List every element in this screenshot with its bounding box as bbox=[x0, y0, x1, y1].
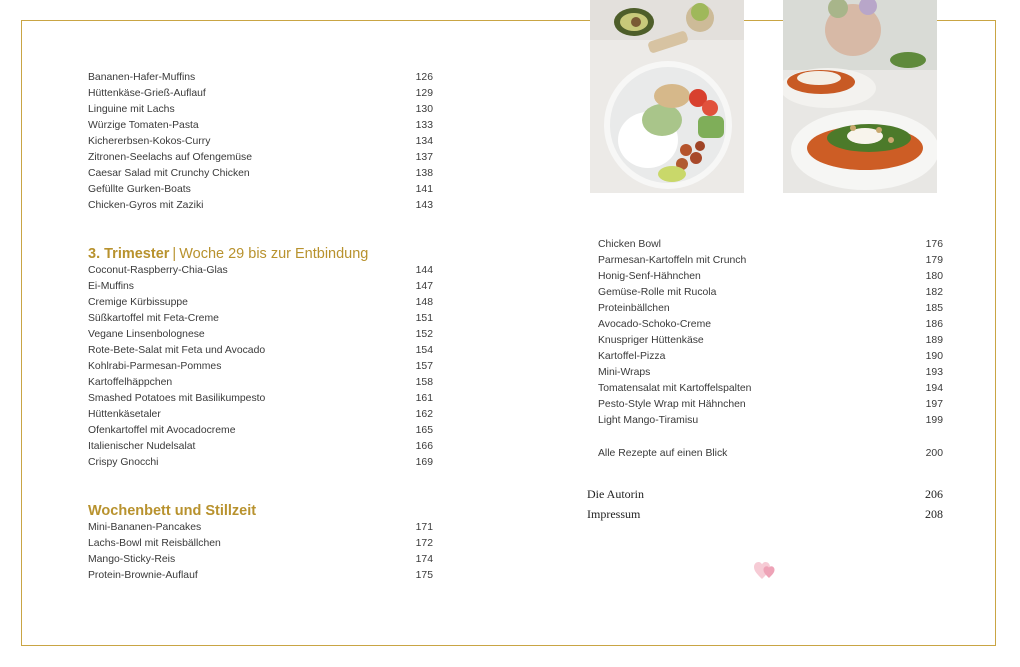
toc-entry-title: Süßkartoffel mit Feta-Creme bbox=[88, 313, 219, 324]
toc-entry-page: 185 bbox=[925, 303, 943, 314]
toc-entry[interactable] bbox=[88, 311, 433, 327]
toc-entry-title: Knuspriger Hüttenkäse bbox=[598, 335, 704, 346]
toc-entry-title: Rote-Bete-Salat mit Feta und Avocado bbox=[88, 345, 266, 356]
toc-entry[interactable] bbox=[598, 253, 943, 269]
toc-entry-page: 176 bbox=[925, 239, 943, 250]
toc-entry-page: 148 bbox=[415, 297, 433, 308]
toc-entry-title: Lachs-Bowl mit Reisbällchen bbox=[88, 538, 221, 549]
toc-entry-page: 206 bbox=[925, 487, 943, 501]
toc-entry-page: 147 bbox=[415, 281, 433, 292]
toc-entry-title: Hüttenkäsetaler bbox=[88, 409, 161, 420]
section-heading-title: 3. Trimester bbox=[88, 246, 170, 262]
toc-entry-page: 197 bbox=[925, 399, 943, 410]
toc-entry[interactable] bbox=[88, 70, 433, 86]
toc-entry[interactable] bbox=[88, 439, 433, 455]
section-heading-subtitle: Woche 29 bis zur Entbindung bbox=[179, 246, 369, 262]
section-heading-title: Wochenbett und Stillzeit bbox=[88, 503, 257, 519]
toc-entry-page: 154 bbox=[415, 345, 433, 356]
toc-entry[interactable] bbox=[88, 279, 433, 295]
toc-entry-title: Protein-Brownie-Auflauf bbox=[88, 570, 198, 581]
toc-entry[interactable] bbox=[598, 333, 943, 349]
toc-section-3rd-trimester bbox=[88, 263, 433, 471]
toc-entry-page: 199 bbox=[925, 415, 943, 426]
toc-entry[interactable] bbox=[598, 397, 943, 413]
toc-section-postpartum-continued bbox=[598, 237, 943, 429]
toc-entry-title: Cremige Kürbissuppe bbox=[88, 297, 188, 308]
toc-entry-page: 179 bbox=[925, 255, 943, 266]
toc-entry-title: Pesto-Style Wrap mit Hähnchen bbox=[598, 399, 746, 410]
toc-entry-page: 134 bbox=[415, 136, 433, 147]
toc-entry-page: 144 bbox=[415, 265, 433, 276]
toc-entry[interactable] bbox=[88, 423, 433, 439]
toc-entry[interactable] bbox=[598, 269, 943, 285]
toc-section-postpartum bbox=[88, 520, 433, 584]
toc-entry[interactable] bbox=[598, 349, 943, 365]
toc-entry-title: Impressum bbox=[587, 507, 641, 521]
toc-entry-page: 208 bbox=[925, 507, 943, 521]
section-heading-separator: | bbox=[172, 246, 177, 262]
toc-entry-page: 129 bbox=[415, 88, 433, 99]
toc-entry[interactable] bbox=[88, 536, 433, 552]
toc-entry-page: 186 bbox=[925, 319, 943, 330]
toc-entry-title: Proteinbällchen bbox=[598, 303, 670, 314]
toc-entry-title: Parmesan-Kartoffeln mit Crunch bbox=[598, 255, 747, 266]
toc-entry-page: 174 bbox=[415, 554, 433, 565]
toc-entry-title: Italienischer Nudelsalat bbox=[88, 441, 196, 452]
toc-entry-title: Kohlrabi-Parmesan-Pommes bbox=[88, 361, 222, 372]
toc-entry-page: 165 bbox=[415, 425, 433, 436]
toc-entry-title: Gefüllte Gurken-Boats bbox=[88, 184, 191, 195]
toc-entry[interactable] bbox=[598, 317, 943, 333]
toc-entry[interactable] bbox=[88, 118, 433, 134]
toc-entry-page: 158 bbox=[415, 377, 433, 388]
toc-entry-title: Chicken-Gyros mit Zaziki bbox=[88, 200, 204, 211]
toc-entry-page: 133 bbox=[415, 120, 433, 131]
toc-entry[interactable] bbox=[88, 327, 433, 343]
toc-entry-title: Mini-Bananen-Pancakes bbox=[88, 522, 202, 533]
toc-entry-title: Würzige Tomaten-Pasta bbox=[88, 120, 199, 131]
toc-entry-title: Mango-Sticky-Reis bbox=[88, 554, 176, 565]
toc-entry-title: Avocado-Schoko-Creme bbox=[598, 319, 712, 330]
toc-entry-title: Zitronen-Seelachs auf Ofengemüse bbox=[88, 152, 253, 163]
toc-entry[interactable] bbox=[598, 365, 943, 381]
toc-entry[interactable] bbox=[598, 301, 943, 317]
toc-entry-title: Coconut-Raspberry-Chia-Glas bbox=[88, 265, 228, 276]
toc-entry-page: 193 bbox=[925, 367, 943, 378]
toc-entry-title: Kichererbsen-Kokos-Curry bbox=[88, 136, 211, 147]
toc-entry-imprint[interactable] bbox=[587, 505, 943, 523]
toc-entry-title: Gemüse-Rolle mit Rucola bbox=[598, 287, 717, 298]
photo-chicken-bowl bbox=[590, 0, 744, 193]
toc-entry-page: 161 bbox=[415, 393, 433, 404]
toc-entry[interactable] bbox=[88, 455, 433, 471]
toc-entry-page: 141 bbox=[415, 184, 433, 195]
toc-entry[interactable] bbox=[88, 86, 433, 102]
toc-entry[interactable] bbox=[88, 391, 433, 407]
toc-entry-page: 126 bbox=[415, 72, 433, 83]
toc-entry-page: 138 bbox=[415, 168, 433, 179]
toc-entry-page: 137 bbox=[415, 152, 433, 163]
toc-entry-title: Kartoffel-Pizza bbox=[598, 351, 666, 362]
toc-entry-title: Tomatensalat mit Kartoffelspalten bbox=[598, 383, 752, 394]
toc-entry[interactable] bbox=[88, 150, 433, 166]
section-heading-3rd-trimester bbox=[88, 244, 433, 264]
toc-entry[interactable] bbox=[88, 166, 433, 182]
toc-entry-page: 152 bbox=[415, 329, 433, 340]
toc-entry-page: 171 bbox=[415, 522, 433, 533]
toc-entry[interactable] bbox=[88, 263, 433, 279]
toc-section-2nd-trimester-continued bbox=[88, 70, 433, 214]
toc-entry-page: 157 bbox=[415, 361, 433, 372]
toc-entry[interactable] bbox=[598, 285, 943, 301]
toc-entry-title: Chicken Bowl bbox=[598, 239, 661, 250]
toc-entry-title: Honig-Senf-Hähnchen bbox=[598, 271, 701, 282]
photo-sweet-potato bbox=[783, 0, 937, 193]
toc-entry-title: Mini-Wraps bbox=[598, 367, 651, 378]
section-heading-postpartum bbox=[88, 501, 433, 521]
toc-entry-title: Kartoffelhäppchen bbox=[88, 377, 173, 388]
hearts-icon bbox=[754, 561, 778, 586]
toc-entry[interactable] bbox=[88, 552, 433, 568]
toc-entry[interactable] bbox=[88, 295, 433, 311]
toc-entry[interactable] bbox=[88, 134, 433, 150]
toc-entry[interactable] bbox=[598, 381, 943, 397]
toc-entry[interactable] bbox=[88, 102, 433, 118]
toc-entry-title: Caesar Salad mit Crunchy Chicken bbox=[88, 168, 250, 179]
toc-entry-page: 182 bbox=[925, 287, 943, 298]
toc-entry-title: Hüttenkäse-Grieß-Auflauf bbox=[88, 88, 206, 99]
toc-entry-page: 162 bbox=[415, 409, 433, 420]
toc-entry-title: Crispy Gnocchi bbox=[88, 457, 159, 468]
toc-entry[interactable] bbox=[88, 407, 433, 423]
toc-entry-page: 143 bbox=[415, 200, 433, 211]
toc-entry-author[interactable] bbox=[587, 485, 943, 503]
toc-entry[interactable] bbox=[88, 375, 433, 391]
toc-entry-title: Bananen-Hafer-Muffins bbox=[88, 72, 196, 83]
toc-overview bbox=[598, 446, 943, 462]
toc-entry-title: Smashed Potatoes mit Basilikumpesto bbox=[88, 393, 266, 404]
toc-entry[interactable] bbox=[88, 568, 433, 584]
toc-entry-page: 151 bbox=[415, 313, 433, 324]
toc-entry-title: Die Autorin bbox=[587, 487, 644, 501]
toc-entry[interactable] bbox=[598, 413, 943, 429]
toc-entry-page: 130 bbox=[415, 104, 433, 115]
toc-entry-page: 169 bbox=[415, 457, 433, 468]
toc-entry-title: Ofenkartoffel mit Avocadocreme bbox=[88, 425, 236, 436]
toc-entry[interactable] bbox=[88, 520, 433, 536]
toc-entry-page: 200 bbox=[925, 448, 943, 459]
toc-entry-page: 194 bbox=[925, 383, 943, 394]
toc-entry[interactable] bbox=[88, 343, 433, 359]
toc-entry[interactable] bbox=[88, 182, 433, 198]
toc-entry-page: 175 bbox=[415, 570, 433, 581]
toc-entry-title: Alle Rezepte auf einen Blick bbox=[598, 448, 728, 459]
toc-entry-overview[interactable] bbox=[598, 446, 943, 462]
toc-entry[interactable] bbox=[598, 237, 943, 253]
toc-entry-title: Ei-Muffins bbox=[88, 281, 135, 292]
toc-entry-page: 189 bbox=[925, 335, 943, 346]
toc-entry-page: 172 bbox=[415, 538, 433, 549]
toc-entry-title: Vegane Linsenbolognese bbox=[88, 329, 205, 340]
toc-entry-page: 180 bbox=[925, 271, 943, 282]
toc-entry[interactable] bbox=[88, 359, 433, 375]
toc-entry[interactable] bbox=[88, 198, 433, 214]
toc-entry-title: Linguine mit Lachs bbox=[88, 104, 175, 115]
toc-entry-page: 166 bbox=[415, 441, 433, 452]
toc-entry-title: Light Mango-Tiramisu bbox=[598, 415, 699, 426]
toc-entry-page: 190 bbox=[925, 351, 943, 362]
